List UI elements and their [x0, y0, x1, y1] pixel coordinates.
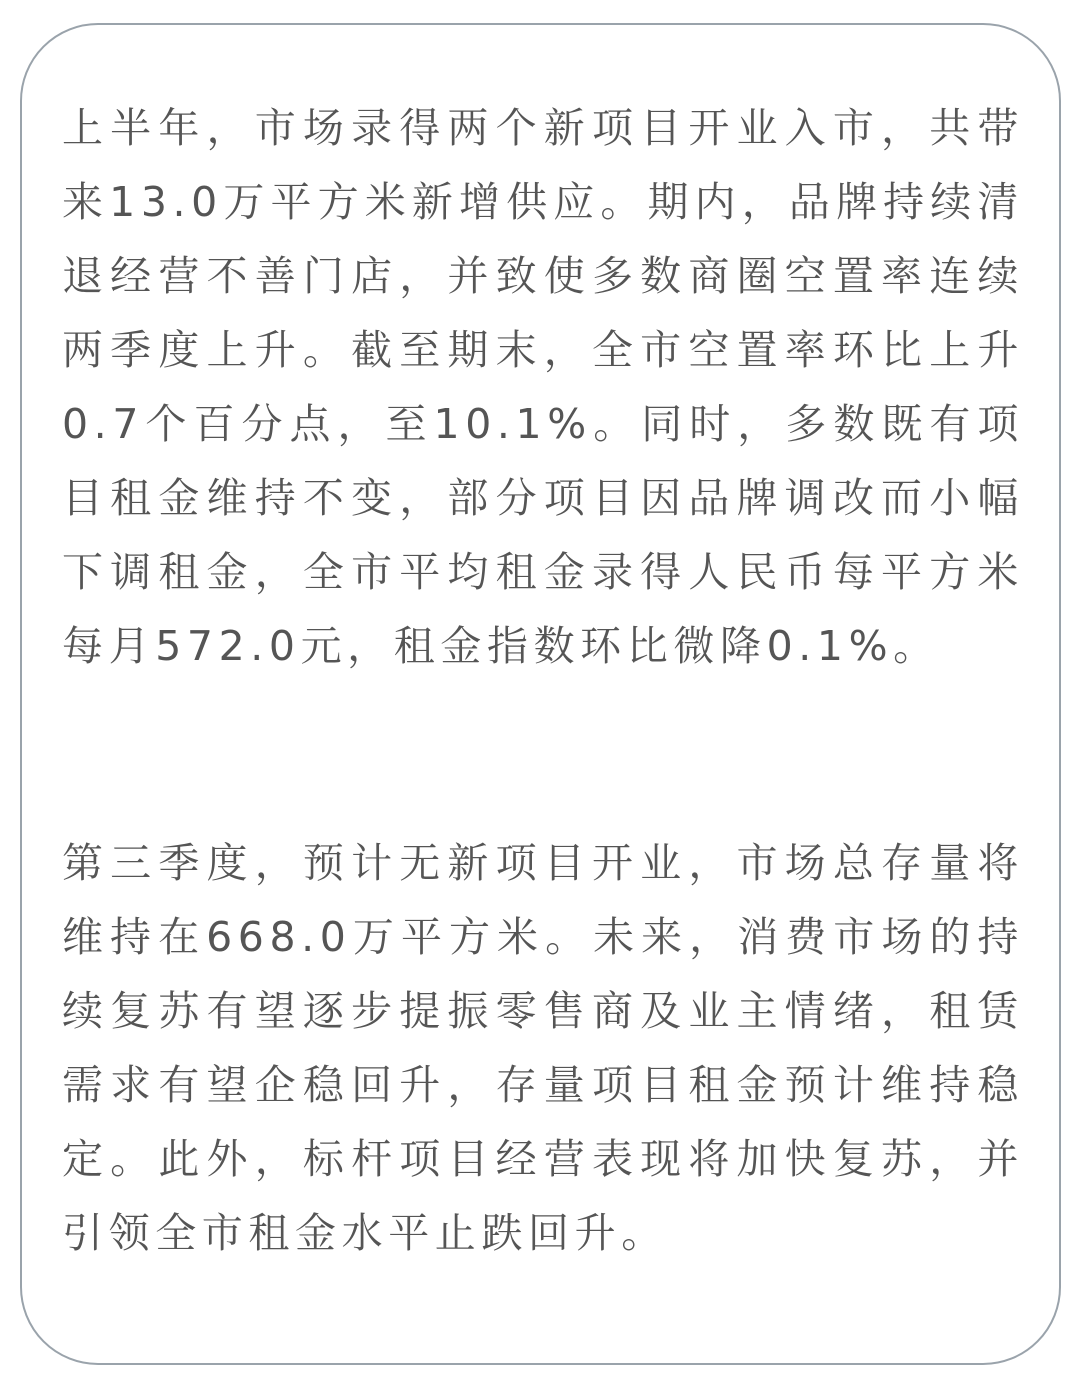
paragraph-q3-outlook: 第三季度，预计无新项目开业，市场总存量将维持在668.0万平方米。未来，消费市场的持续复苏有望逐步提振零售商及业主情绪，租赁需求有望企稳回升，存量项目租金预计维持稳定。此外，标杆项目经营表现将加快复苏，并引领全市租金水平止跌回升。 [62, 839, 1024, 1257]
paragraph-first-half-summary: 上半年，市场录得两个新项目开业入市，共带来13.0万平方米新增供应。期内，品牌持续清退经营不善门店，并致使多数商圈空置率连续两季度上升。截至期末，全市空置率环比上升0.7个百分点，至10.1%。同时，多数既有项目租金维持不变，部分项目因品牌调改而小幅下调租金，全市平均租金录得人民币每平方米每月572.0元，租金指数环比微降0.1%。 [62, 104, 1024, 670]
